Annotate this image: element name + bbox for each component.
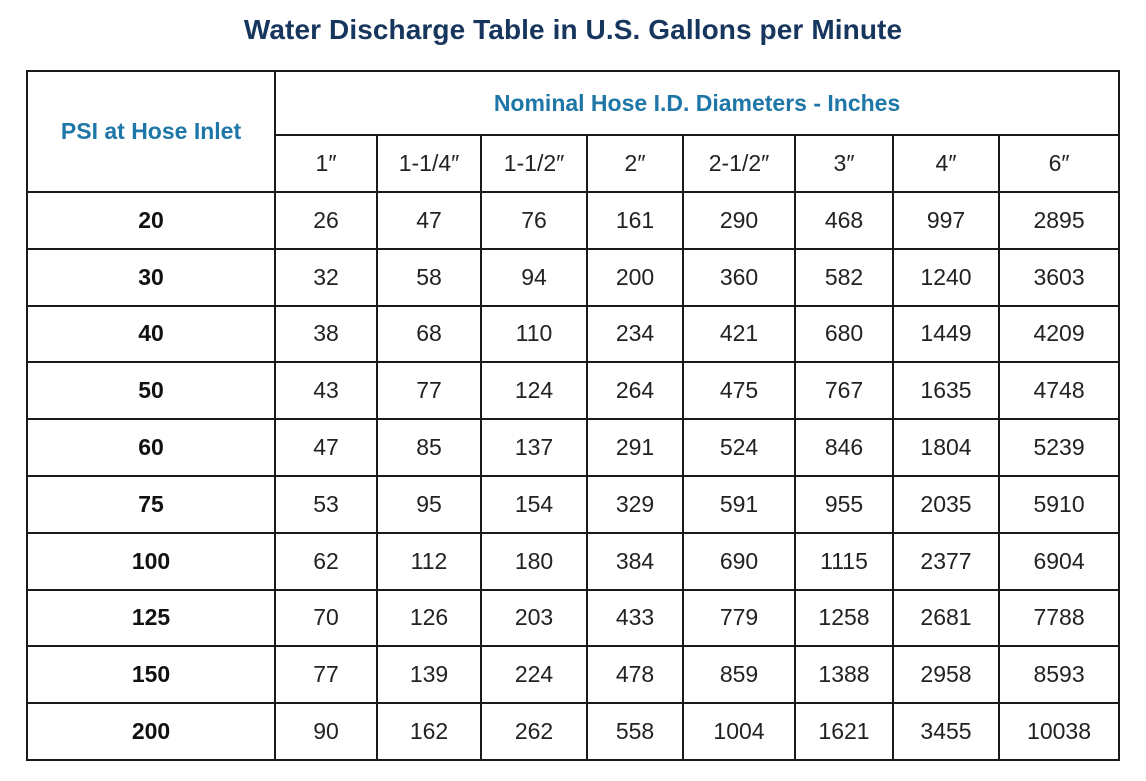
table-cell: 200 — [587, 249, 683, 306]
table-cell: 180 — [481, 533, 587, 590]
table-cell: 1258 — [795, 590, 893, 647]
table-cell: 1804 — [893, 419, 999, 476]
psi-cell: 100 — [27, 533, 275, 590]
table-cell: 62 — [275, 533, 377, 590]
table-cell: 1115 — [795, 533, 893, 590]
table-cell: 77 — [377, 362, 481, 419]
table-cell: 112 — [377, 533, 481, 590]
psi-cell: 75 — [27, 476, 275, 533]
table-cell: 997 — [893, 192, 999, 249]
table-cell: 77 — [275, 646, 377, 703]
table-cell: 421 — [683, 306, 795, 363]
table-cell: 4209 — [999, 306, 1119, 363]
table-cell: 1635 — [893, 362, 999, 419]
table-row — [27, 306, 1119, 363]
table-cell: 360 — [683, 249, 795, 306]
group-header: Nominal Hose I.D. Diameters - Inches — [275, 71, 1119, 135]
psi-cell: 20 — [27, 192, 275, 249]
table-row — [27, 249, 1119, 306]
column-header: 2″ — [587, 135, 683, 192]
table-cell: 955 — [795, 476, 893, 533]
table-cell: 680 — [795, 306, 893, 363]
table-cell: 1449 — [893, 306, 999, 363]
table-cell: 38 — [275, 306, 377, 363]
table-cell: 26 — [275, 192, 377, 249]
table-cell: 690 — [683, 533, 795, 590]
table-cell: 478 — [587, 646, 683, 703]
table-cell: 137 — [481, 419, 587, 476]
column-header: 1-1/4″ — [377, 135, 481, 192]
table-cell: 1240 — [893, 249, 999, 306]
column-header: 6″ — [999, 135, 1119, 192]
column-header: 3″ — [795, 135, 893, 192]
table-cell: 264 — [587, 362, 683, 419]
table-cell: 591 — [683, 476, 795, 533]
table-cell: 291 — [587, 419, 683, 476]
table-row — [27, 703, 1119, 760]
table-cell: 95 — [377, 476, 481, 533]
table-cell: 290 — [683, 192, 795, 249]
psi-cell: 125 — [27, 590, 275, 647]
table-cell: 8593 — [999, 646, 1119, 703]
table-cell: 5910 — [999, 476, 1119, 533]
table-cell: 2895 — [999, 192, 1119, 249]
table-row — [27, 533, 1119, 590]
table-cell: 2958 — [893, 646, 999, 703]
table-row — [27, 419, 1119, 476]
table-cell: 475 — [683, 362, 795, 419]
table-cell: 43 — [275, 362, 377, 419]
psi-cell: 60 — [27, 419, 275, 476]
table-cell: 203 — [481, 590, 587, 647]
table-cell: 767 — [795, 362, 893, 419]
psi-cell: 50 — [27, 362, 275, 419]
column-header: 4″ — [893, 135, 999, 192]
table-cell: 2681 — [893, 590, 999, 647]
table-cell: 126 — [377, 590, 481, 647]
table-cell: 47 — [377, 192, 481, 249]
table-cell: 779 — [683, 590, 795, 647]
table-row — [27, 192, 1119, 249]
table-cell: 139 — [377, 646, 481, 703]
table-cell: 76 — [481, 192, 587, 249]
table-cell: 85 — [377, 419, 481, 476]
table-cell: 846 — [795, 419, 893, 476]
table-cell: 94 — [481, 249, 587, 306]
column-header: 1-1/2″ — [481, 135, 587, 192]
table-cell: 124 — [481, 362, 587, 419]
table-header-row — [27, 71, 1119, 135]
table-body — [27, 192, 1119, 760]
table-cell: 32 — [275, 249, 377, 306]
table-cell: 68 — [377, 306, 481, 363]
table-row — [27, 646, 1119, 703]
table-cell: 234 — [587, 306, 683, 363]
column-header: 2-1/2″ — [683, 135, 795, 192]
table-row — [27, 590, 1119, 647]
table-cell: 161 — [587, 192, 683, 249]
table-cell: 468 — [795, 192, 893, 249]
table-cell: 558 — [587, 703, 683, 760]
table-cell: 58 — [377, 249, 481, 306]
table-cell: 582 — [795, 249, 893, 306]
table-cell: 70 — [275, 590, 377, 647]
table-cell: 47 — [275, 419, 377, 476]
table-cell: 1004 — [683, 703, 795, 760]
table-cell: 2035 — [893, 476, 999, 533]
discharge-table — [26, 70, 1120, 761]
table-row — [27, 362, 1119, 419]
table-cell: 53 — [275, 476, 377, 533]
table-cell: 4748 — [999, 362, 1119, 419]
table-cell: 7788 — [999, 590, 1119, 647]
table-cell: 859 — [683, 646, 795, 703]
table-cell: 2377 — [893, 533, 999, 590]
row-header: PSI at Hose Inlet — [27, 71, 275, 192]
table-row — [27, 476, 1119, 533]
table-cell: 262 — [481, 703, 587, 760]
table-cell: 1388 — [795, 646, 893, 703]
table-cell: 10038 — [999, 703, 1119, 760]
page-title: Water Discharge Table in U.S. Gallons per Minute — [243, 14, 903, 45]
table-cell: 3455 — [893, 703, 999, 760]
table-cell: 433 — [587, 590, 683, 647]
psi-cell: 40 — [27, 306, 275, 363]
table-cell: 329 — [587, 476, 683, 533]
table-cell: 1621 — [795, 703, 893, 760]
table-cell: 162 — [377, 703, 481, 760]
table-cell: 3603 — [999, 249, 1119, 306]
table-cell: 524 — [683, 419, 795, 476]
table-cell: 154 — [481, 476, 587, 533]
psi-cell: 30 — [27, 249, 275, 306]
psi-cell: 200 — [27, 703, 275, 760]
psi-cell: 150 — [27, 646, 275, 703]
table-cell: 5239 — [999, 419, 1119, 476]
table-cell: 6904 — [999, 533, 1119, 590]
table-cell: 90 — [275, 703, 377, 760]
column-header: 1″ — [275, 135, 377, 192]
table-cell: 384 — [587, 533, 683, 590]
table-cell: 224 — [481, 646, 587, 703]
table-cell: 110 — [481, 306, 587, 363]
